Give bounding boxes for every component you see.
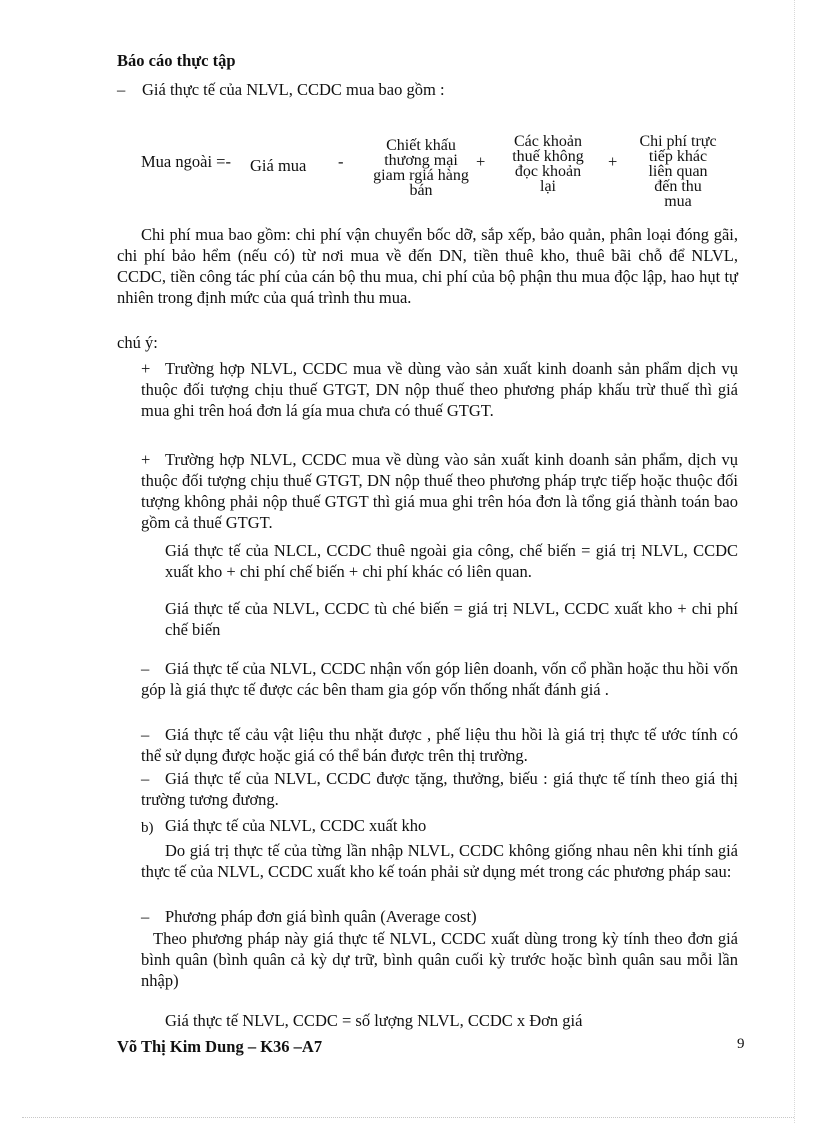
footer-author: Võ Thị Kim Dung – K36 –A7: [117, 1037, 323, 1056]
paragraph-self-processing: Giá thực tế của NLVL, CCDC tù ché biến = giá trị NLVL, CCDC xuất kho + chi phí chế biến: [165, 599, 738, 639]
paragraph-purchase-costs: Chi phí mua bao gồm: chi phí vận chuyển bốc dỡ, sắp xếp, bảo quản, phân loại đóng gãi, chi phí bảo hểm (nếu có) từ nơi mua về đến DN, tiền thuê kho, thuê bãi chỗ để NLVL, CCDC, tiền công tác phí của cán bộ thu mua, chi phí của bộ phận thu mua độc lập, hao hụt tự nhiên trong định mức của quá trình thu mua.: [117, 225, 738, 307]
formula-term3-line: đọc khoản: [514, 163, 582, 180]
bullet-direct-method: Trường hợp NLVL, CCDC mua về dùng vào sản xuất kinh doanh sản phẩm, dịch vụ thuộc đối tượng chịu thuế GTGT, DN nộp thuế theo phương pháp trực tiếp hoặc thuộc đối tượng không phải nộp thuế GTGT thì giá mua ghi trên hóa đơn là tổng giá thành toán bao gồm cả thuế GTGT.: [141, 450, 738, 532]
item-scrap-recovery: Giá thực tế cảu vật liệu thu nhặt được , phế liệu thu hồi là giá trị thực tế ước tính có thể sử dụng được hoặc giá có thể bán được trên thị trường.: [141, 725, 738, 765]
formula-term-purchase-price: Giá mua: [250, 156, 307, 175]
intro-dash: –: [117, 80, 126, 99]
formula-plus-1: +: [476, 152, 486, 171]
formula-term2-line: bán: [409, 182, 433, 199]
formula-term3-line: thuế không: [512, 148, 584, 165]
bullet-deduction-method: Trường hợp NLVL, CCDC mua về dùng vào sản xuất kinh doanh sản phẩm dịch vụ thuộc đối tượng chịu thuế GTGT, DN nộp thuế theo phương pháp khấu trừ thuế thì giá mua ghi trên hoá đơn lá gía mua chưa có thuế GTGT.: [141, 359, 738, 420]
section-b-title: Giá thực tế của NLVL, CCDC xuất kho: [165, 816, 427, 835]
bullet-plus-1: +: [141, 359, 151, 378]
item-donated: Giá thực tế của NLVL, CCDC được tặng, thưởng, biếu : giá thực tế tính theo giá thị trường tương đương.: [141, 769, 738, 809]
dash-1: –: [141, 659, 150, 678]
note-label: chú ý:: [117, 333, 158, 352]
right-dotted-border: [794, 0, 795, 1123]
formula-term-other-direct-costs: [622, 134, 734, 209]
paragraph-outsourced-processing: Giá thực tế của NLCL, CCDC thuê ngoài gia công, chế biến = giá trị NLVL, CCDC xuất kho + chi phí chế biến + chi phí khác có liên quan.: [165, 541, 738, 581]
formula-term2-line: thương mại: [384, 152, 458, 169]
page-number: 9: [737, 1036, 745, 1052]
formula-actual-price: Giá thực tế NLVL, CCDC = số lượng NLVL, CCDC x Đơn giá: [165, 1011, 583, 1030]
item-capital-contribution: Giá thực tế của NLVL, CCDC nhận vốn góp liên doanh, vốn cổ phần hoặc thu hồi vốn góp là giá thực tế được các bên tham gia góp vốn thống nhất đánh giá .: [141, 659, 738, 699]
page-header-title: Báo cáo thực tập: [117, 51, 236, 70]
formula-term-trade-discount: [356, 138, 486, 198]
bottom-dotted-border: [22, 1117, 794, 1118]
dash-2: –: [141, 725, 150, 744]
dash-4: –: [141, 907, 150, 926]
bullet-plus-2: +: [141, 450, 151, 469]
formula-minus: -: [338, 152, 344, 171]
item-average-cost: Phương pháp đơn giá bình quân (Average cost): [165, 907, 477, 926]
section-b-label: b): [141, 820, 154, 836]
formula-term4-line: đến thu: [654, 178, 702, 195]
formula-term2-line: giam rgiá hàng: [373, 167, 469, 184]
formula-term4-line: tiếp khác: [648, 148, 708, 165]
formula-plus-2: +: [608, 152, 618, 171]
dash-3: –: [141, 769, 150, 788]
formula-lhs: Mua ngoài =-: [141, 152, 231, 171]
intro-line: Giá thực tế của NLVL, CCDC mua bao gồm :: [142, 80, 445, 99]
formula-term4-line: Chi phí trực: [639, 133, 717, 150]
paragraph-export-methods: Do giá trị thực tế của từng lần nhập NLVL, CCDC không giống nhau nên khi tính giá thực tế của NLVL, CCDC xuất kho kế toán phải sử dụng mét trong các phương pháp sau:: [141, 841, 738, 881]
formula-term4-line: mua: [664, 193, 692, 210]
formula-term2-line: Chiết khấu: [386, 137, 456, 154]
formula-term3-line: lại: [540, 178, 556, 195]
formula-term4-line: liên quan: [648, 163, 708, 180]
formula-term3-line: Các khoản: [514, 133, 582, 150]
paragraph-average-method: Theo phương pháp này giá thực tế NLVL, CCDC xuất dùng trong kỳ tính theo đơn giá bình quân (bình quân cả kỳ dự trữ, bình quân cuối kỳ trước hoặc bình quân sau mỗi lần nhập): [141, 929, 738, 990]
formula-term-non-refundable-tax: [494, 134, 602, 194]
